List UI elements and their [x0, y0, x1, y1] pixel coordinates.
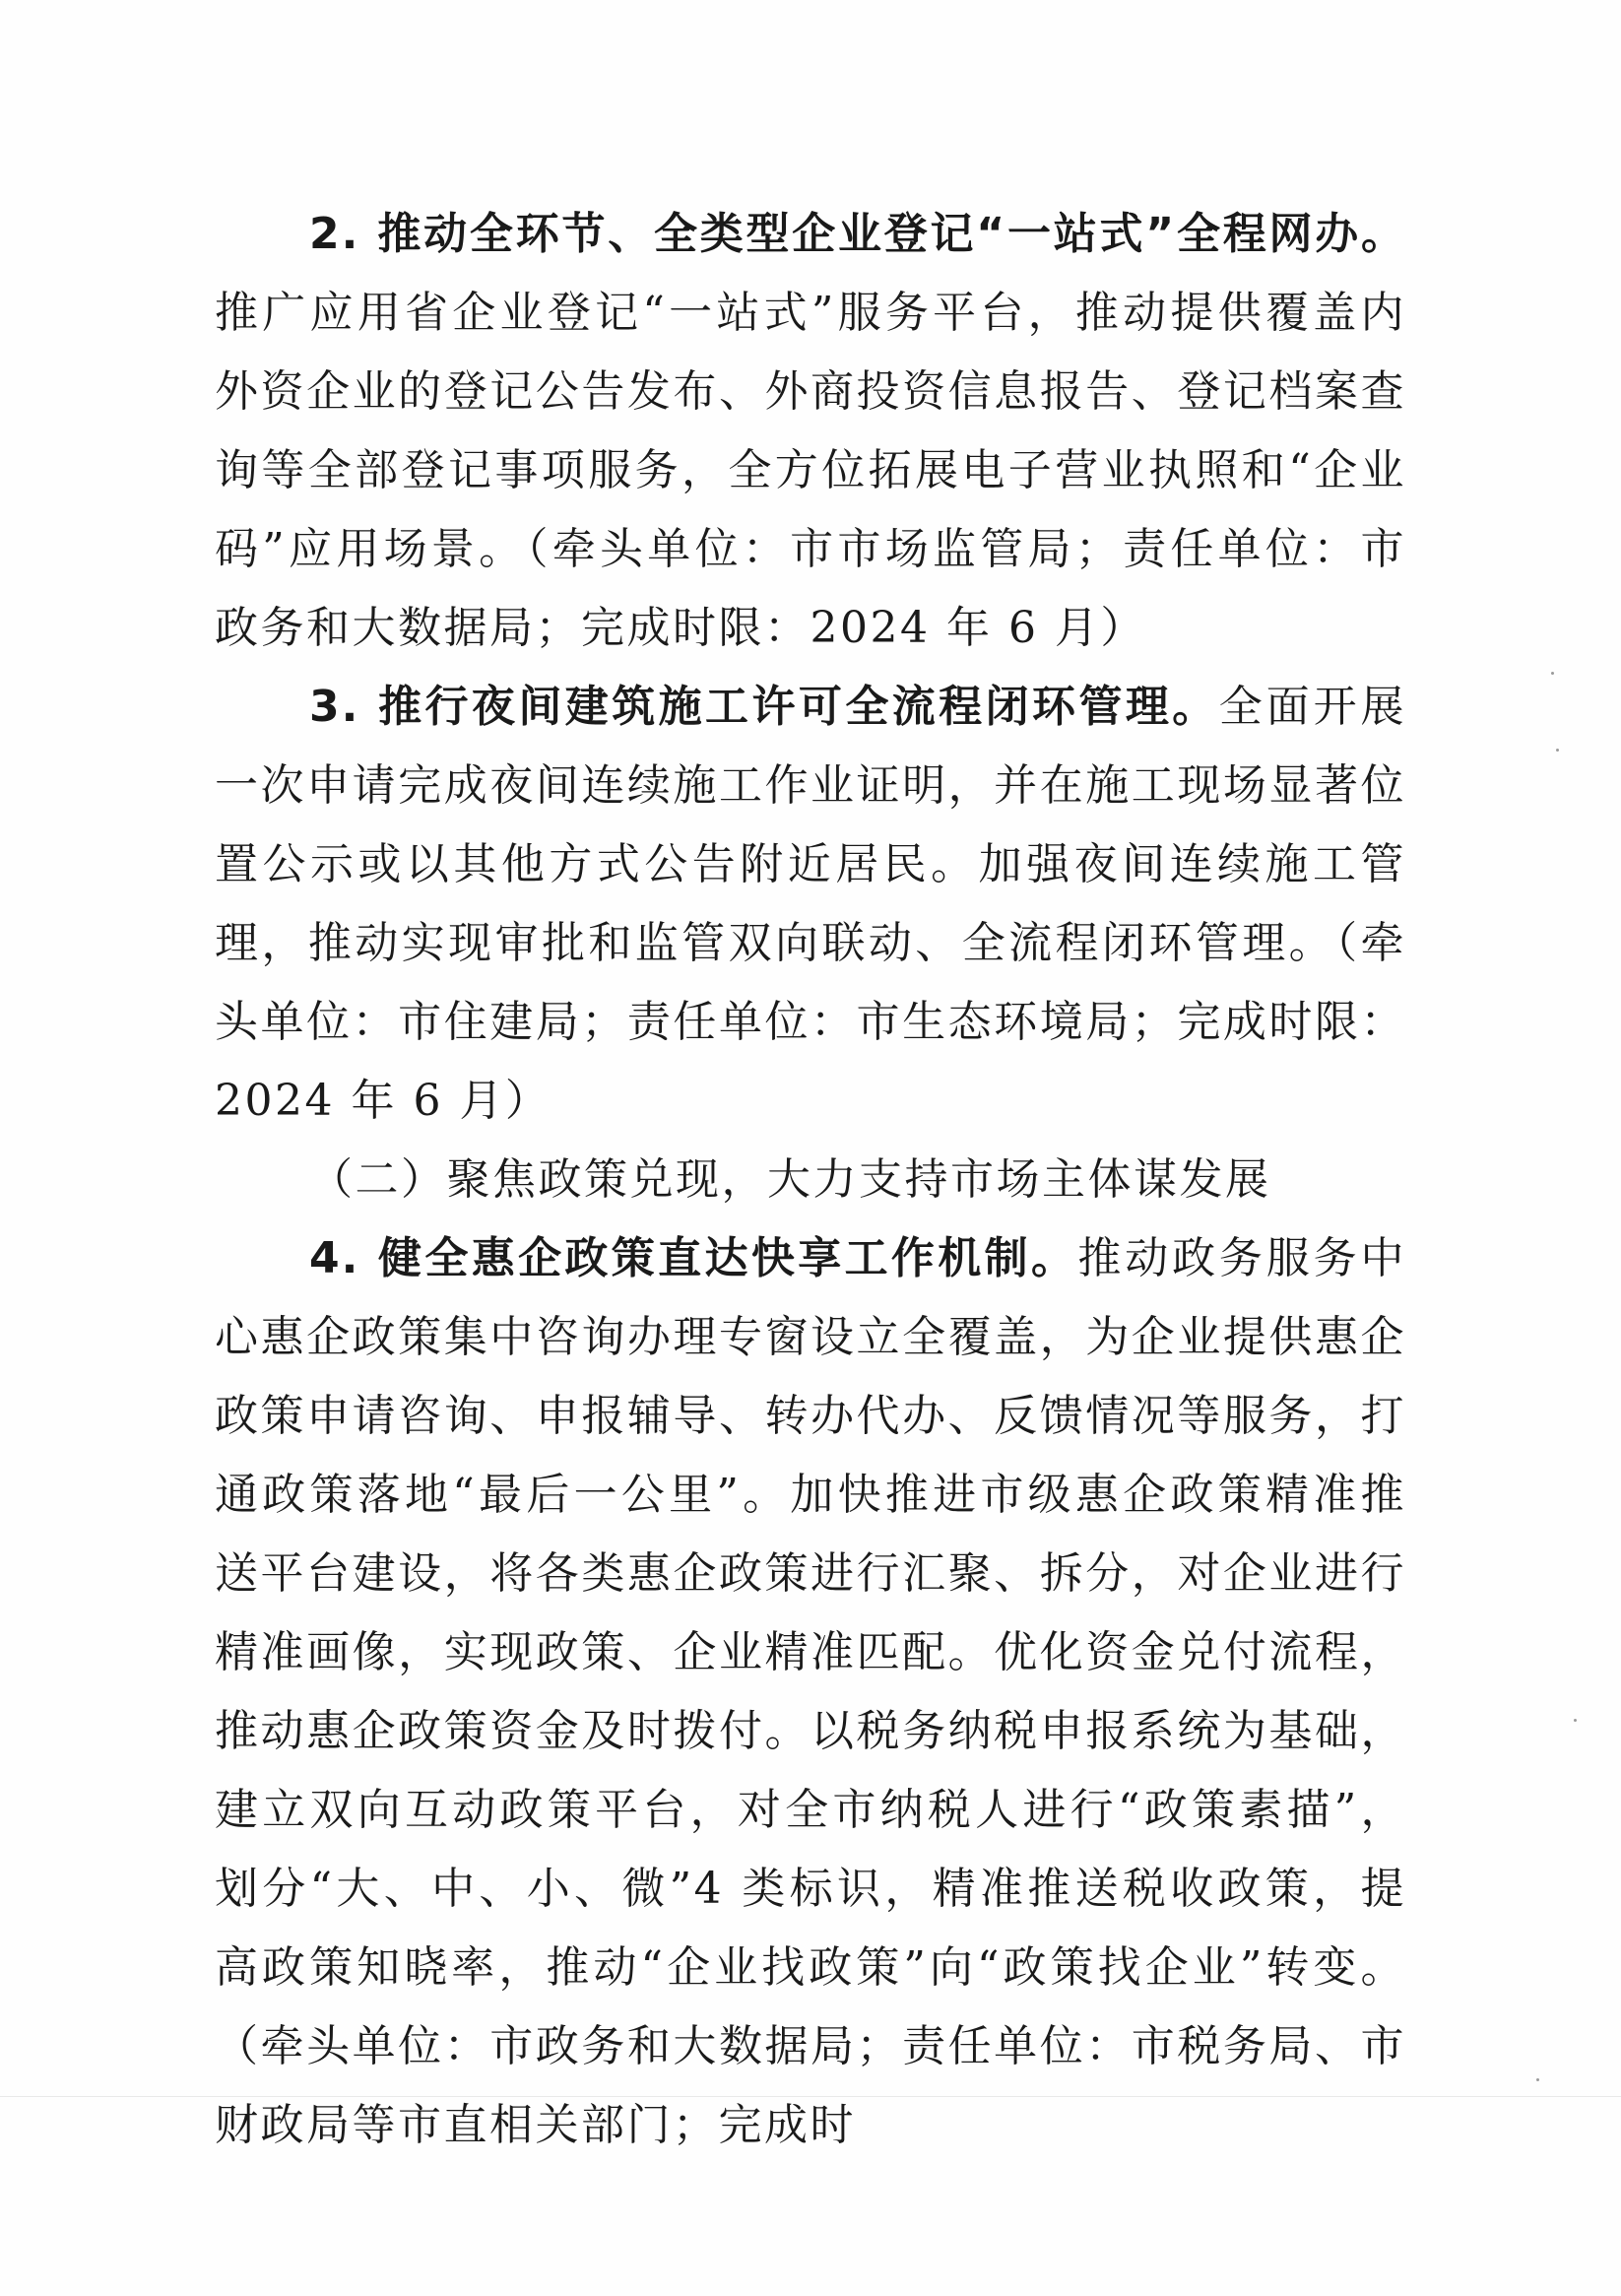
item-2-text: 推广应用省企业登记“一站式”服务平台，推动提供覆盖内外资企业的登记公告发布、外商投资信息报告、登记档案查询等全部登记事项服务，全方位拓展电子营业执照和“企业码”应用场景。（牵头单位：市市场监管局；责任单位：市政务和大数据局；完成时限：2024 年 6 月）: [215, 288, 1406, 653]
item-2-paragraph: [215, 195, 1406, 668]
scan-speck: [1574, 1719, 1577, 1722]
item-3-heading: 3. 推行夜间建筑施工许可全流程闭环管理。: [309, 682, 1219, 732]
scan-speck: [1536, 2078, 1539, 2081]
document-body: [215, 195, 1406, 2165]
item-2-heading: 2. 推动全环节、全类型企业登记“一站式”全程网办。: [309, 209, 1406, 259]
section-heading: （二）聚焦政策兑现，大力支持市场主体谋发展: [309, 1154, 1271, 1205]
scan-artifact-line: [0, 2096, 1621, 2097]
scan-speck: [1551, 672, 1554, 675]
scan-speck: [1556, 749, 1559, 752]
item-4-heading: 4. 健全惠企政策直达快享工作机制。: [309, 1233, 1078, 1283]
item-4-paragraph: [215, 1219, 1406, 2165]
item-3-text: 全面开展一次申请完成夜间连续施工作业证明，并在施工现场显著位置公示或以其他方式公告附近居民。加强夜间连续施工管理，推动实现审批和监管双向联动、全流程闭环管理。（牵头单位：市住建局；责任单位：市生态环境局；完成时限：2024 年 6 月）: [215, 682, 1406, 1126]
item-3-paragraph: [215, 668, 1406, 1141]
item-4-text: 推动政务服务中心惠企政策集中咨询办理专窗设立全覆盖，为企业提供惠企政策申请咨询、申报辅导、转办代办、反馈情况等服务，打通政策落地“最后一公里”。加快推进市级惠企政策精准推送平台建设，将各类惠企政策进行汇聚、拆分，对企业进行精准画像，实现政策、企业精准匹配。优化资金兑付流程，推动惠企政策资金及时拨付。以税务纳税申报系统为基础，建立双向互动政策平台，对全市纳税人进行“政策素描”，划分“大、中、小、微”4 类标识，精准推送税收政策，提高政策知晓率，推动“企业找政策”向“政策找企业”转变。（牵头单位：市政务和大数据局；责任单位：市税务局、市财政局等市直相关部门；完成时: [215, 1233, 1406, 2150]
